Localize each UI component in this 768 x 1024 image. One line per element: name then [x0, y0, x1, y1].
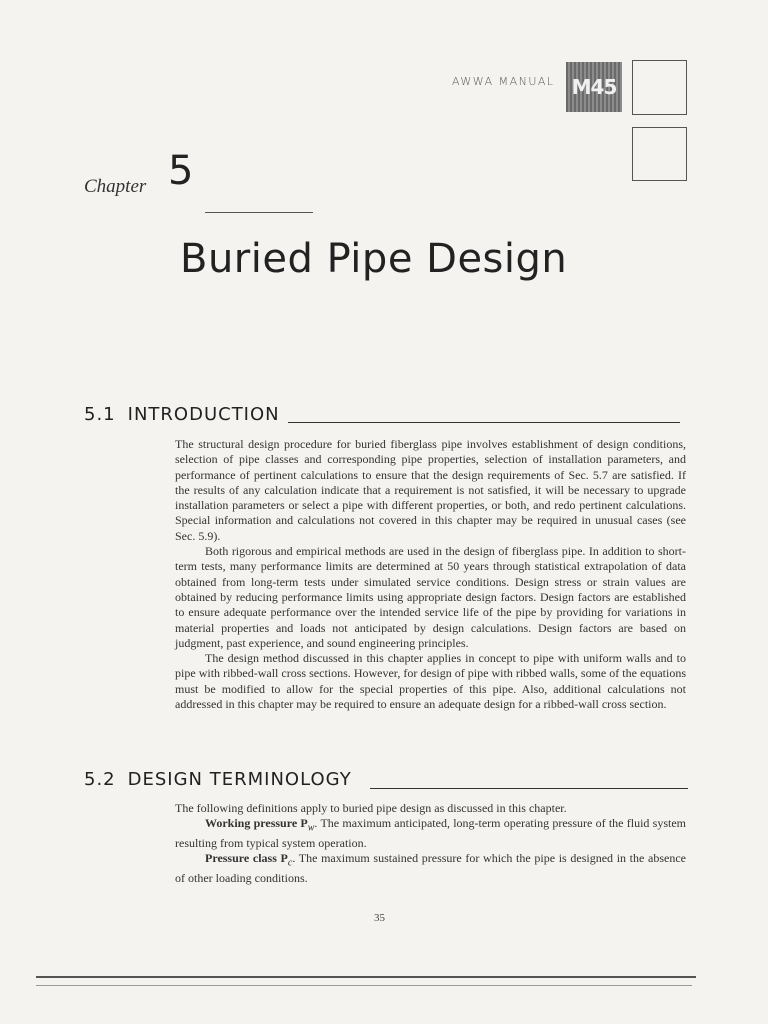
section-title: INTRODUCTION: [127, 404, 280, 425]
section-heading-introduction: [84, 404, 280, 425]
term-text: The maximum sustained pressure for which the pipe is designed in the absence of other loading conditions.: [175, 851, 686, 885]
section-rule: [288, 422, 680, 423]
paragraph: The design method discussed in this chapter applies in concept to pipe with uniform walls and to pipe with ribbed-wall cross sections. However, for design of pipe with ribbed walls, some of the equations must be modified to allow for the special properties of this pipe. Also, additional calculations not addressed in this chapter may be required to ensure an adequate design for a ribbed-wall cross section.: [175, 651, 686, 712]
introduction-body: [175, 437, 686, 712]
chapter-title: Buried Pipe Design: [180, 236, 568, 282]
section-rule: [370, 788, 688, 789]
section-number: 5.2: [84, 769, 116, 790]
page-number: 35: [374, 912, 385, 924]
term-name: Pressure class P: [205, 851, 288, 866]
chapter-number: 5: [168, 148, 194, 194]
corner-box-top: [632, 60, 687, 115]
term-subscript: w: [307, 822, 315, 834]
term-definition: Working pressure $P_w$. The maximum anticipated, long-term operating pressure of the fluid system resulting from typical system operation.: [175, 816, 686, 850]
term-name: Working pressure P: [205, 816, 308, 831]
manual-label: AWWA MANUAL: [452, 75, 555, 88]
corner-box-bottom: [632, 127, 687, 181]
awwa-m45-logo: [566, 62, 622, 112]
term-subscript: c: [287, 857, 293, 869]
term-text: The maximum anticipated, long-term operating pressure of the fluid system resulting from typical system operation.: [175, 816, 686, 850]
footer-rule-secondary: [36, 985, 692, 986]
paragraph: The structural design procedure for buried fiberglass pipe involves establishment of design conditions, selection of pipe classes and corresponding pipe properties, selection of installation parameters, and performance of pertinent calculations to ensure that the design requirements of Sec. 5.7 are satisfied. If the results of any calculation indicate that a requirement is not satisfied, it will be necessary to upgrade installation parameters or select a pipe with different properties, or both, and redo pertinent calculations. Special information and calculations not covered in this chapter may be required in unusual cases (see Sec. 5.9).: [175, 437, 686, 543]
section-title: DESIGN TERMINOLOGY: [127, 769, 352, 790]
chapter-label: Chapter: [84, 176, 147, 197]
section-heading-design-terminology: [84, 769, 352, 790]
term-definition: Pressure class $P_c$. The maximum sustained pressure for which the pipe is designed in the absence of other loading conditions.: [175, 851, 686, 885]
section-number: 5.1: [84, 404, 116, 425]
terminology-body: [175, 801, 686, 886]
paragraph: Both rigorous and empirical methods are used in the design of fiberglass pipe. In addition to short-term tests, many performance limits are determined at 50 years through statistical extrapolation of data obtained from long-term tests under simulated service conditions. Design stress or strain values are obtained by reducing performance limits using appropriate design factors. Design factors are established to ensure adequate performance over the intended service life of the pipe by providing for variations in material properties and loads not anticipated by design calculations. Design factors are based on judgment, past experience, and sound engineering principles.: [175, 544, 686, 650]
footer-rule: [36, 976, 696, 978]
chapter-divider: [205, 212, 313, 213]
terminology-intro: The following definitions apply to buried pipe design as discussed in this chapter.: [175, 801, 567, 815]
manual-code: M45: [571, 75, 617, 99]
